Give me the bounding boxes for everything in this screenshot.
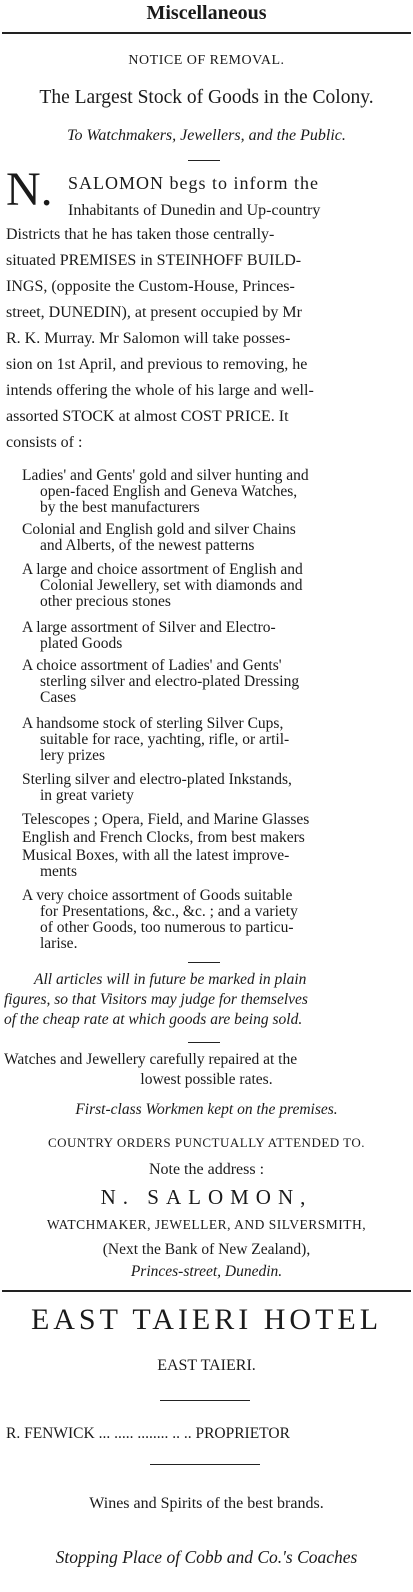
subhead: To Watchmakers, Jewellers, and the Public.: [67, 127, 346, 144]
body-line-9: intends offering the whole of his large and well-: [6, 382, 314, 399]
list-item: Ladies' and Gents' gold and silver hunting and open-faced English and Geneva Watches, by the best manufacturers: [22, 467, 309, 516]
merchant-location: (Next the Bank of New Zealand),: [102, 1241, 311, 1258]
body-line-11: consists of :: [6, 434, 83, 451]
list-item: Colonial and English gold and silver Chains and Alberts, of the newest patterns: [22, 521, 296, 554]
drop-cap: N.: [6, 163, 53, 216]
short-rule: [188, 160, 220, 161]
country-orders: COUNTRY ORDERS PUNCTUALLY ATTENDED TO.: [47, 1135, 366, 1150]
proprietor-line: R. FENWICK ... ..... ........ .. .. PROPRIETOR: [6, 1425, 290, 1442]
note-line-3: of the cheap rate at which goods are being sold.: [4, 1011, 303, 1028]
short-rule: [188, 1042, 220, 1043]
repairs-line-2: lowest possible rates.: [140, 1071, 273, 1088]
list-item: A choice assortment of Ladies' and Gents' sterling silver and electro-plated Dressing Cases: [22, 657, 300, 706]
body-line-5: INGS, (opposite the Custom-House, Princes-: [6, 278, 295, 295]
merchant-street: Princes-street, Dunedin.: [130, 1263, 283, 1280]
list-item: A large assortment of Silver and Electro- plated Goods: [22, 619, 276, 652]
list-item: Sterling silver and electro-plated Inkstands, in great variety: [22, 771, 292, 804]
body-line-4: situated PREMISES in STEINHOFF BUILD-: [6, 252, 302, 269]
stopping-line: Stopping Place of Cobb and Co.'s Coaches: [55, 1547, 358, 1567]
list-item: A handsome stock of sterling Silver Cups, suitable for race, yachting, rifle, or artil- lery prizes: [22, 715, 290, 764]
body-line-6: street, DUNEDIN), at present occupied by Mr: [6, 304, 302, 321]
list-item: English and French Clocks, from best makers: [22, 829, 305, 846]
note-line-1: All articles will in future be marked in plain: [34, 971, 307, 988]
short-rule: [160, 1400, 250, 1401]
list-item: A very choice assortment of Goods suitable for Presentations, &c., &c. ; and a variety of other Goods, too numerous to particu- larise.: [22, 887, 298, 952]
hotel-place: EAST TAIERI.: [157, 1357, 256, 1374]
body-line-8: sion on 1st April, and previous to removing, he: [6, 356, 308, 373]
list-item: Musical Boxes, with all the latest improve- ments: [22, 847, 290, 880]
merchant-trade: WATCHMAKER, JEWELLER, AND SILVERSMITH,: [46, 1217, 367, 1232]
body-line-2: Inhabitants of Dunedin and Up-country: [68, 202, 321, 219]
merchant-name: N. SALOMON,: [100, 1185, 313, 1209]
wines-line: Wines and Spirits of the best brands.: [89, 1495, 324, 1512]
short-rule: [150, 1464, 260, 1465]
address-label: Note the address :: [148, 1161, 265, 1178]
section-title: Miscellaneous: [146, 2, 267, 24]
ad-divider: [2, 1290, 411, 1292]
list-item: Telescopes ; Opera, Field, and Marine Glasses: [22, 811, 310, 828]
headline: The Largest Stock of Goods in the Colony.: [39, 87, 374, 108]
body-line-1: SALOMON begs to inform the: [68, 173, 319, 193]
workmen-note: First-class Workmen kept on the premises.: [75, 1101, 338, 1118]
note-line-2: figures, so that Visitors may judge for themselves: [4, 991, 308, 1008]
header-rule: [2, 32, 411, 34]
hotel-title: EAST TAIERI HOTEL: [30, 1303, 383, 1336]
short-rule: [188, 962, 220, 963]
repairs-line-1: Watches and Jewellery carefully repaired at the: [4, 1051, 298, 1068]
list-item: A large and choice assortment of English and Colonial Jewellery, set with diamonds and other precious stones: [22, 561, 303, 610]
body-line-10: assorted STOCK at almost COST PRICE. It: [6, 408, 289, 425]
notice-heading: NOTICE OF REMOVAL.: [128, 53, 285, 68]
body-line-3: Districts that he has taken those centrally-: [6, 226, 275, 243]
body-line-7: R. K. Murray. Mr Salomon will take posses-: [6, 330, 291, 347]
